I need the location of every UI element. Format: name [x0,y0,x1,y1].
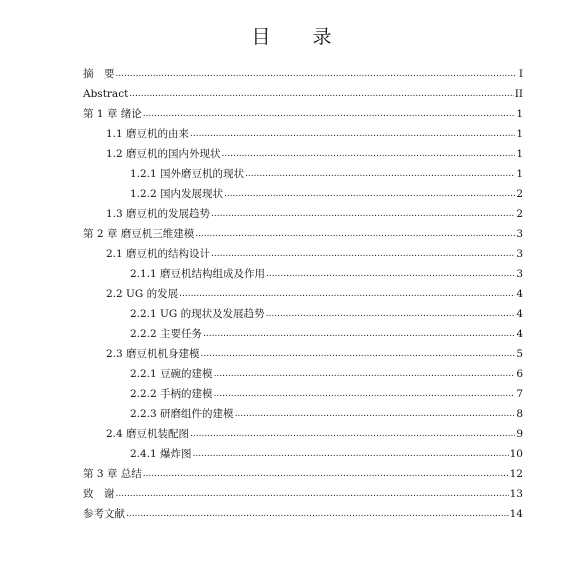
toc-entry-label: 摘 要 [83,68,115,80]
dot-leader [143,109,516,119]
dot-leader [266,309,516,319]
toc-entry-page: II [514,88,523,100]
toc-entry-page: 3 [516,228,523,240]
toc-entry-page: 4 [516,288,523,300]
toc-entry-references[interactable] [83,500,523,520]
toc-entry-1-3[interactable] [83,200,523,220]
toc-entry-label: 2.2.1 UG 的现状及发展趋势 [130,308,265,320]
toc-entry-label: 2.4 磨豆机装配图 [106,428,190,440]
dot-leader [235,409,516,419]
dot-leader [190,129,515,139]
toc-entry-label: 2.2.1 豆碗的建模 [130,368,213,380]
toc-entry-label: 1.3 磨豆机的发展趋势 [106,208,211,220]
dot-leader [245,169,515,179]
dot-leader [214,369,516,379]
toc-entry-label: 1.1 磨豆机的由来 [106,128,190,140]
toc-entry-page: 4 [516,328,523,340]
dot-leader [266,269,515,279]
toc-entry-page: 12 [509,468,523,480]
toc-list [83,60,523,520]
toc-entry-page: 3 [516,268,523,280]
toc-entry-2-2[interactable] [83,280,523,300]
toc-entry-2-2-2[interactable] [83,320,523,340]
toc-entry-page: 1 [516,148,523,160]
toc-entry-page: 2 [516,188,523,200]
dot-leader [195,229,515,239]
toc-entry-page: 1 [516,108,523,120]
toc-entry-page: 1 [516,168,523,180]
toc-entry-2-3-3[interactable] [83,400,523,420]
dot-leader [211,209,515,219]
dot-leader [179,289,515,299]
toc-entry-label: 2.3 磨豆机机身建模 [106,348,200,360]
toc-entry-page: 7 [516,388,523,400]
toc-entry-label: 第 3 章 总结 [83,468,142,480]
toc-entry-page: 10 [509,448,523,460]
dot-leader [190,429,515,439]
dot-leader [126,509,509,519]
dot-leader [116,69,517,79]
toc-entry-label: 2.2 UG 的发展 [106,288,179,300]
dot-leader [143,469,509,479]
toc-title: 目 录 [251,26,350,48]
dot-leader [193,449,509,459]
toc-entry-acknowledgements[interactable] [83,480,523,500]
toc-entry-label: 2.2.3 研磨组件的建模 [130,408,234,420]
toc-entry-page: 13 [509,488,523,500]
toc-entry-chapter-1[interactable] [83,100,523,120]
toc-entry-1-1[interactable] [83,120,523,140]
toc-entry-2-3-2[interactable] [83,380,523,400]
dot-leader [116,489,509,499]
toc-entry-label: 2.4.1 爆炸图 [130,448,192,460]
toc-entry-chapter-2[interactable] [83,220,523,240]
toc-entry-abstract-en[interactable] [83,80,523,100]
dot-leader [211,249,515,259]
dot-leader [222,149,516,159]
toc-entry-label: Abstract [83,88,129,100]
toc-entry-label: 1.2.2 国内发展现状 [130,188,224,200]
toc-entry-label: 1.2 磨豆机的国内外现状 [106,148,221,160]
toc-entry-page: 9 [516,428,523,440]
toc-entry-1-2-2[interactable] [83,180,523,200]
toc-entry-2-3-1[interactable] [83,360,523,380]
toc-entry-2-4-1[interactable] [83,440,523,460]
toc-entry-label: 1.2.1 国外磨豆机的现状 [130,168,245,180]
toc-entry-label: 第 2 章 磨豆机三维建模 [83,228,195,240]
toc-entry-page: 8 [516,408,523,420]
toc-entry-label: 2.2.2 主要任务 [130,328,203,340]
toc-entry-page: 2 [516,208,523,220]
toc-entry-label: 参考文献 [83,508,125,520]
dot-leader [129,89,513,99]
toc-entry-2-1[interactable] [83,240,523,260]
toc-entry-2-2-1[interactable] [83,300,523,320]
toc-entry-label: 2.1.1 磨豆机结构组成及作用 [130,268,266,280]
toc-entry-2-4[interactable] [83,420,523,440]
dot-leader [224,189,515,199]
toc-entry-1-2[interactable] [83,140,523,160]
toc-entry-page: 4 [516,308,523,320]
toc-entry-page: I [518,68,523,80]
toc-entry-page: 6 [516,368,523,380]
toc-entry-page: 3 [516,248,523,260]
toc-entry-label: 致 谢 [83,488,115,500]
dot-leader [203,329,515,339]
toc-entry-page: 14 [509,508,523,520]
dot-leader [214,389,516,399]
toc-entry-page: 1 [516,128,523,140]
toc-entry-chapter-3[interactable] [83,460,523,480]
toc-entry-2-1-1[interactable] [83,260,523,280]
toc-entry-label: 第 1 章 绪论 [83,108,142,120]
toc-entry-2-3[interactable] [83,340,523,360]
toc-entry-page: 5 [516,348,523,360]
toc-entry-label: 2.1 磨豆机的结构设计 [106,248,211,260]
dot-leader [201,349,516,359]
toc-entry-1-2-1[interactable] [83,160,523,180]
toc-entry-label: 2.2.2 手柄的建模 [130,388,213,400]
toc-entry-abstract-cn[interactable] [83,60,523,80]
